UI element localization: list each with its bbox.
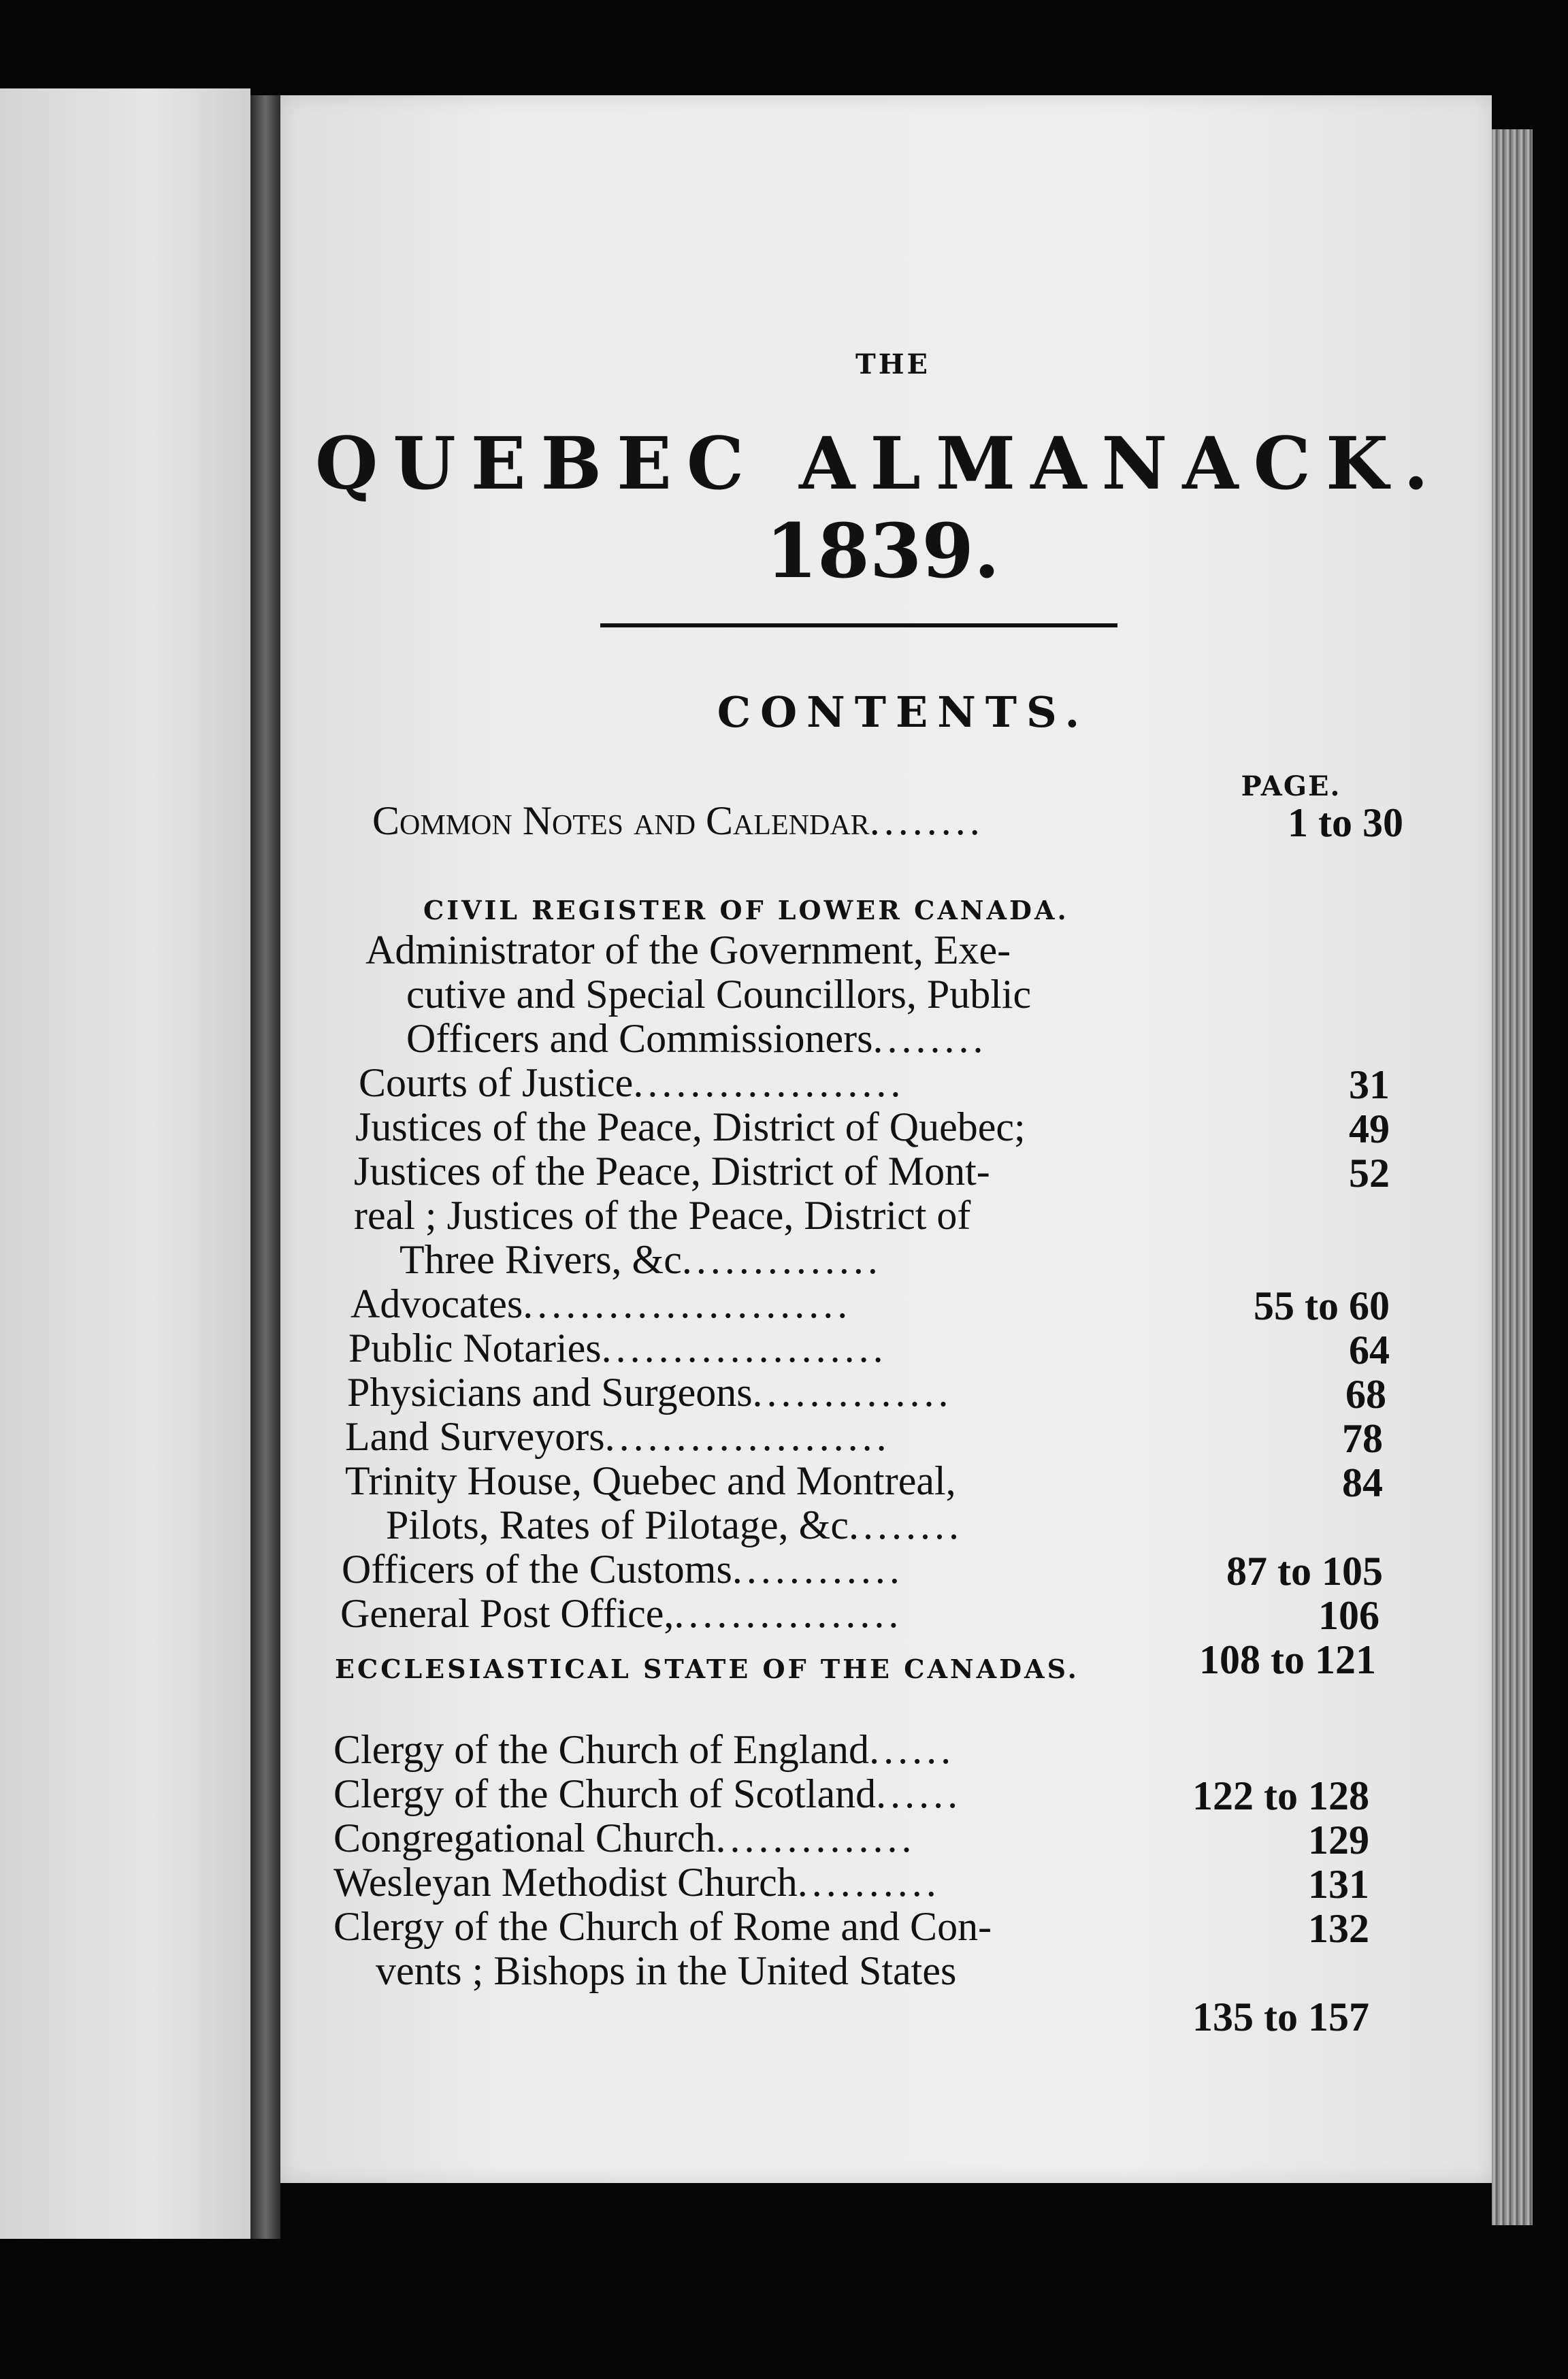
toc-page-number: 49 [1349, 1106, 1390, 1151]
section-heading-civil: CIVIL REGISTER OF LOWER CANADA. [423, 895, 1069, 925]
toc-entry: Public Notaries.................... [348, 1326, 887, 1371]
toc-entry-continuation: Officers and Commissioners........ [406, 1016, 987, 1061]
book-page [280, 95, 1492, 2183]
toc-page-number: 87 to 105 [1226, 1549, 1383, 1594]
facing-page [0, 88, 250, 2239]
toc-entry: Clergy of the Church of Rome and Con- [333, 1904, 992, 1949]
toc-page-number: 129 [1308, 1818, 1369, 1863]
toc-page-number: 64 [1349, 1328, 1390, 1373]
toc-entry: Justices of the Peace, District of Mont- [354, 1149, 990, 1194]
toc-page-number: 135 to 157 [1192, 1995, 1369, 2039]
toc-entry: General Post Office,................ [340, 1591, 903, 1636]
toc-entry: Administrator of the Government, Exe- [365, 928, 1011, 972]
toc-entry-continuation: Three Rivers, &c.............. [399, 1237, 882, 1282]
toc-entry: Wesleyan Methodist Church.......... [333, 1860, 941, 1905]
book-year: 1839. [765, 507, 1000, 595]
toc-entry: Officers of the Customs............ [342, 1547, 904, 1592]
toc-page-number: 84 [1342, 1460, 1383, 1505]
toc-entry: Courts of Justice................... [359, 1060, 905, 1105]
toc-page-number: 52 [1349, 1151, 1390, 1196]
toc-entry: Advocates....................... [350, 1281, 852, 1326]
toc-entry: Clergy of the Church of England...... [333, 1727, 956, 1772]
toc-page-number: 106 [1318, 1593, 1379, 1638]
title-article: THE [855, 348, 931, 380]
toc-entry: Clergy of the Church of Scotland...... [333, 1771, 962, 1816]
toc-entry-continuation: real ; Justices of the Peace, District of [354, 1193, 971, 1238]
toc-page-number: 31 [1349, 1062, 1390, 1107]
toc-entry-continuation: vents ; Bishops in the United States [376, 1948, 957, 1993]
toc-page-number: 132 [1308, 1906, 1369, 1951]
toc-entry: Trinity House, Quebec and Montreal, [345, 1458, 956, 1503]
toc-entry: Justices of the Peace, District of Quebec; [355, 1104, 1026, 1149]
toc-page-number: 1 to 30 [1288, 800, 1403, 845]
toc-entry: Common Notes and Calendar........ [372, 798, 984, 843]
toc-page-number: 55 to 60 [1254, 1283, 1390, 1328]
toc-entry: Land Surveyors.................... [345, 1414, 891, 1459]
toc-entry: Physicians and Surgeons.............. [347, 1370, 953, 1415]
toc-page-number: 122 to 128 [1192, 1773, 1369, 1818]
book-gutter [250, 95, 280, 2239]
toc-entry-continuation: Pilots, Rates of Pilotage, &c........ [386, 1503, 963, 1547]
toc-entry-continuation: cutive and Special Councillors, Public [406, 972, 1032, 1017]
book-title: QUEBEC ALMANACK. [314, 421, 1444, 506]
page-edges [1492, 129, 1533, 2225]
page-content [280, 95, 1492, 2183]
toc-page-number: 131 [1308, 1862, 1369, 1907]
toc-entry: Congregational Church.............. [333, 1816, 916, 1860]
contents-heading: CONTENTS. [717, 687, 1090, 737]
section-heading-ecclesiastical: ECCLESIASTICAL STATE OF THE CANADAS. [335, 1654, 1079, 1684]
page-column-label: PAGE. [1241, 770, 1341, 802]
toc-page-number: 78 [1342, 1416, 1383, 1461]
toc-page-number: 108 to 121 [1199, 1637, 1376, 1682]
toc-page-number: 68 [1345, 1372, 1386, 1417]
title-rule [600, 623, 1117, 627]
